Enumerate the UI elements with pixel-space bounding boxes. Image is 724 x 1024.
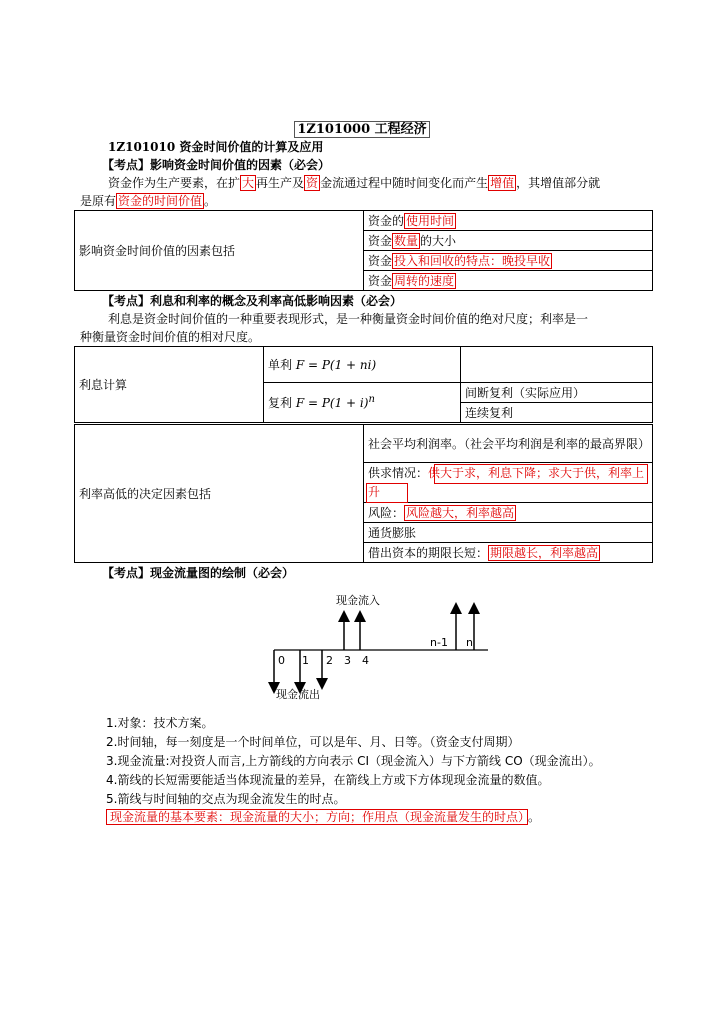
kp1-paragraph-line1: 资金作为生产要素，在扩 大 再生产及 资 金流通过程中随时间变化而产生 增值 ，其增值部分就: [108, 176, 601, 190]
tick-label: 0: [278, 654, 285, 667]
factor-row: 资金的 使用时间: [364, 211, 653, 231]
compound-interest-cell: 复利 $F = P(1 + i)^n$: [264, 383, 461, 423]
kp2-paragraph-line1: 利息是资金时间价值的一种重要表现形式，是一种衡量资金时间价值的绝对尺度；利率是一: [108, 312, 589, 326]
kp2-paragraph-line2: 种衡量资金时间价值的相对尺度。: [80, 330, 261, 344]
kp3-summary: 现金流量的基本要素：现金流量的大小；方向；作用点（现金流量发生的时点） 。: [106, 808, 540, 826]
tick-label: n-1: [430, 636, 448, 649]
rate-factor-term: 借出资本的期限长短： 期限越长，利率越高: [364, 543, 653, 563]
rate-factor-avg-profit: 社会平均利润率。（社会平均利润是利率的最高界限）: [364, 425, 653, 463]
rate-factor-risk: 风险： 风险越大，利率越高: [364, 503, 653, 523]
outflow-label: 现金流出: [276, 688, 320, 701]
rate-table: [74, 424, 653, 563]
kp2-heading: 【考点】利息和利率的概念及利率高低影响因素（必会）: [102, 294, 403, 308]
discrete-compound: 间断复利（实际应用）: [461, 383, 653, 403]
simple-interest-cell: 单利 F = P(1 + ni): [264, 347, 461, 383]
tick-label: n: [466, 636, 473, 649]
rate-factors-label: 利率高低的决定因素包括: [75, 425, 364, 563]
tick-label: 1: [302, 654, 309, 667]
interest-label: 利息计算: [75, 347, 264, 423]
rate-factor-inflation: 通货膨胀: [364, 523, 653, 543]
tick-label: 3: [344, 654, 351, 667]
interest-table: [74, 346, 653, 423]
tick-label: 2: [326, 654, 333, 667]
factor-row: 资金 投入和回收的特点：晚投早收: [364, 251, 653, 271]
kp3-list: [106, 714, 601, 809]
inflow-label: 现金流入: [336, 594, 380, 607]
list-item: 2.时间轴，每一刻度是一个时间单位，可以是年、月、日等。（资金支付周期）: [106, 735, 520, 749]
kp1-heading: 【考点】影响资金时间价值的因素（必会）: [102, 158, 331, 172]
tick-label: 4: [362, 654, 369, 667]
list-item: 4.箭线的长短需要能适当体现流量的差异，在箭线上方或下方体现现金流量的数值。: [106, 773, 550, 787]
page-title: 1Z101000 工程经济: [0, 118, 724, 137]
list-item: 5.箭线与时间轴的交点为现金流发生的时点。: [106, 792, 346, 806]
factors-table-label: 影响资金时间价值的因素包括: [75, 211, 364, 291]
rate-factor-supply-demand: 供求情况：供大于求，利息下降；求大于供，利率上升: [364, 463, 653, 503]
section-heading: 1Z101010 资金时间价值的计算及应用: [108, 140, 324, 154]
factors-table: [74, 210, 653, 291]
list-item: 3.现金流量:对投资人而言,上方箭线的方向表示 CI（现金流入）与下方箭线 CO（现金流出）。: [106, 754, 601, 768]
cash-flow-diagram: [260, 588, 500, 706]
kp1-paragraph-line2: 是原有 资金的时间价值 。: [80, 194, 217, 208]
continuous-compound: 连续复利: [461, 403, 653, 423]
list-item: 1.对象：技术方案。: [106, 716, 214, 730]
factor-row: 资金 周转的速度: [364, 271, 653, 291]
factor-row: 资金 数量 的大小: [364, 231, 653, 251]
kp3-heading: 【考点】现金流量图的绘制（必会）: [102, 566, 295, 580]
